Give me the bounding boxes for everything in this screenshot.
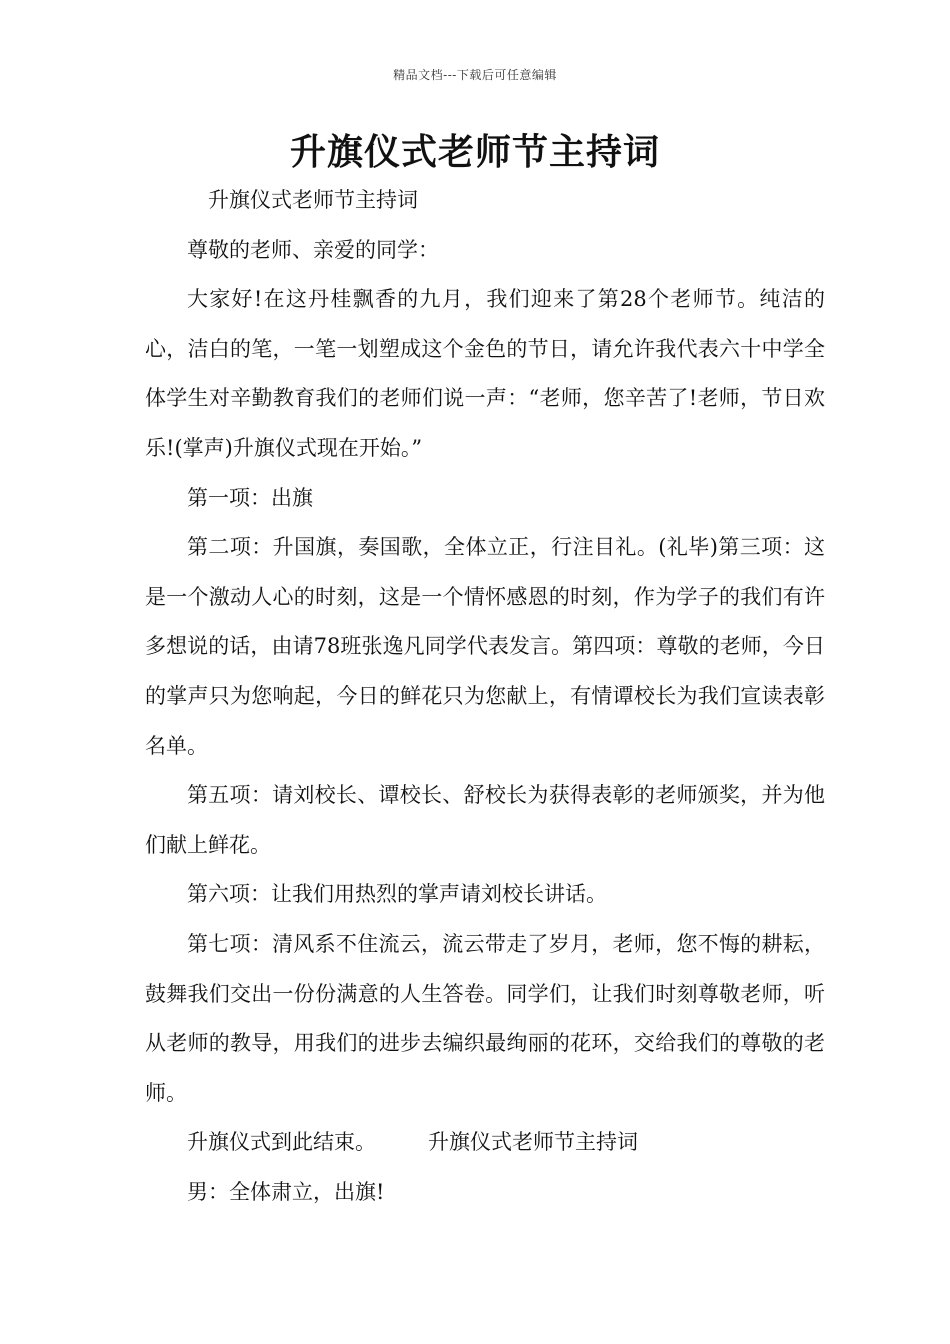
paragraph-opening: 大家好!在这丹桂飘香的九月，我们迎来了第28个老师节。纯洁的心，洁白的笔，一笔一划塑成这个金色的节日，请允许我代表六十中学全体学生对辛勤教育我们的老师们说一声：“老师，您辛苦了!老师，节日欢乐!(掌声)升旗仪式现在开始。” bbox=[145, 287, 825, 460]
paragraph-closing bbox=[145, 1118, 825, 1168]
document-title: 升旗仪式老师节主持词 bbox=[289, 132, 660, 173]
header-note: 精品文档---下载后可任意编辑 bbox=[393, 68, 557, 82]
closing-title: 升旗仪式老师节主持词 bbox=[428, 1130, 638, 1155]
paragraph-last-line: 男：全体肃立，出旗! bbox=[187, 1179, 385, 1204]
paragraph-item-7: 第七项：清风系不住流云，流云带走了岁月，老师，您不悔的耕耘，鼓舞我们交出一份份满意的人生答卷。同学们，让我们时刻尊敬老师，听从老师的教导，用我们的进步去编织最绚丽的花环，交给我们的尊敬的老师。 bbox=[145, 931, 825, 1105]
document-subtitle: 升旗仪式老师节主持词 bbox=[208, 188, 418, 212]
paragraph-greeting: 尊敬的老师、亲爱的同学： bbox=[187, 237, 439, 262]
closing-text: 升旗仪式到此结束。 bbox=[187, 1130, 376, 1155]
paragraph-item-1: 第一项：出旗 bbox=[187, 485, 313, 510]
document-body bbox=[145, 176, 825, 1217]
paragraph-item-5: 第五项：请刘校长、谭校长、舒校长为获得表彰的老师颁奖，并为他们献上鲜花。 bbox=[145, 783, 825, 857]
paragraph-item-6: 第六项：让我们用热烈的掌声请刘校长讲话。 bbox=[187, 882, 607, 907]
paragraph-item-2-4: 第二项：升国旗，奏国歌，全体立正，行注目礼。(礼毕)第三项：这是一个激动人心的时刻，这是一个情怀感恩的时刻，作为学子的我们有许多想说的话，由请78班张逸凡同学代表发言。第四项：尊敬的老师，今日的掌声只为您响起，今日的鲜花只为您献上，有情谭校长为我们宣读表彰名单。 bbox=[145, 535, 825, 758]
